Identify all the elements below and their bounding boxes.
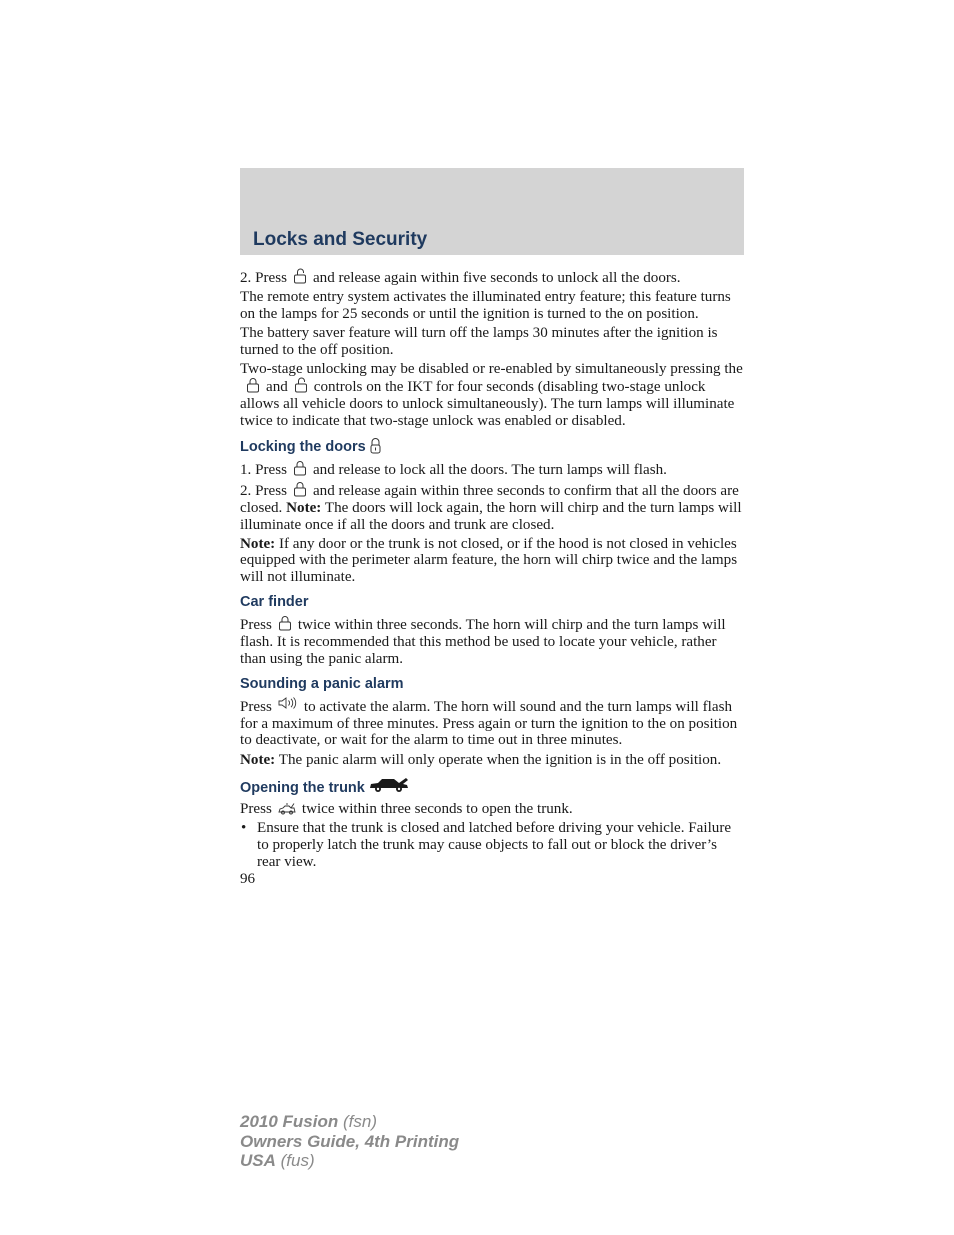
car-trunk-icon <box>369 776 409 794</box>
illuminated-entry-paragraph: The remote entry system activates the illuminated entry feature; this feature turns on the lamps for 25 seconds or until the ignition is turned to the on position. <box>240 289 731 322</box>
trunk-heading: Opening the trunk <box>240 776 744 797</box>
lock-icon <box>246 377 260 393</box>
car-finder-heading: Car finder <box>240 594 309 611</box>
unlock-step-2: 2. Press and release again within five seconds to unlock all the doors. <box>240 270 681 286</box>
unlock-icon <box>294 377 308 393</box>
footer-line-model: 2010 Fusion (fsn) <box>240 1112 377 1131</box>
section-title: Locks and Security <box>253 229 428 250</box>
key-lock-icon <box>370 437 381 454</box>
footer <box>240 1112 459 1171</box>
page-content <box>240 268 744 888</box>
footer-line-guide: Owners Guide, 4th Printing <box>240 1131 460 1151</box>
list-item: • Ensure that the trunk is closed and latched before driving your vehicle. Failure to properly latch the trunk may cause objects to fall out or block the driver’s rear view. <box>241 820 732 870</box>
lock-icon <box>278 615 292 631</box>
lock-icon <box>293 481 307 497</box>
car-finder-paragraph: Press twice within three seconds. The horn will chirp and the turn lamps will flash. It is recommended that this method be used to locate your vehicle, rather than using the panic alarm. <box>240 617 726 667</box>
panic-horn-icon <box>278 697 298 709</box>
lock-note: Note: If any door or the trunk is not closed, or if the hood is not closed in vehicles equipped with the perimeter alarm feature, the horn will chirp twice and the lamps will not illuminate. <box>240 535 738 585</box>
section-header-band <box>240 168 744 255</box>
trunk-bullet-list <box>240 820 744 870</box>
panic-alarm-heading: Sounding a panic alarm <box>240 676 404 693</box>
trunk-release-icon <box>278 802 296 816</box>
locking-heading: Locking the doors <box>240 437 744 456</box>
lock-step-1: 1. Press and release to lock all the doors. The turn lamps will flash. <box>240 462 667 479</box>
unlock-icon <box>293 268 307 284</box>
footer-line-market: USA (fus) <box>240 1151 315 1170</box>
bullet-icon: • <box>241 820 247 837</box>
panic-note: Note: The panic alarm will only operate when the ignition is in the off position. <box>240 751 722 768</box>
panic-alarm-paragraph: Press to activate the alarm. The horn will sound and the turn lamps will flash for a maximum of three minutes. Press again or turn the ignition to the on position to deactivate, or wait for the alarm to time out in three minutes. <box>240 699 738 749</box>
lock-icon <box>293 460 307 476</box>
two-stage-paragraph: Two-stage unlocking may be disabled or re-enabled by simultaneously pressing the and controls on the IKT for four seconds (disabling two-stage unlock allows all vehicle doors to unlock simultaneously). The turn lamps will illuminate twice to indicate that two-stage unlock was enabled or disabled. <box>240 360 743 429</box>
battery-saver-paragraph: The battery saver feature will turn off the lamps 30 minutes after the ignition is turned to the off position. <box>240 324 718 358</box>
lock-step-2: 2. Press and release again within three seconds to confirm that all the doors are closed. Note: The doors will lock again, the horn will chirp and the turn lamps will illuminate once if all the doors and trunk are closed. <box>240 483 742 533</box>
page-number: 96 <box>240 871 256 888</box>
trunk-paragraph: Press twice within three seconds to open the trunk. <box>240 801 573 818</box>
